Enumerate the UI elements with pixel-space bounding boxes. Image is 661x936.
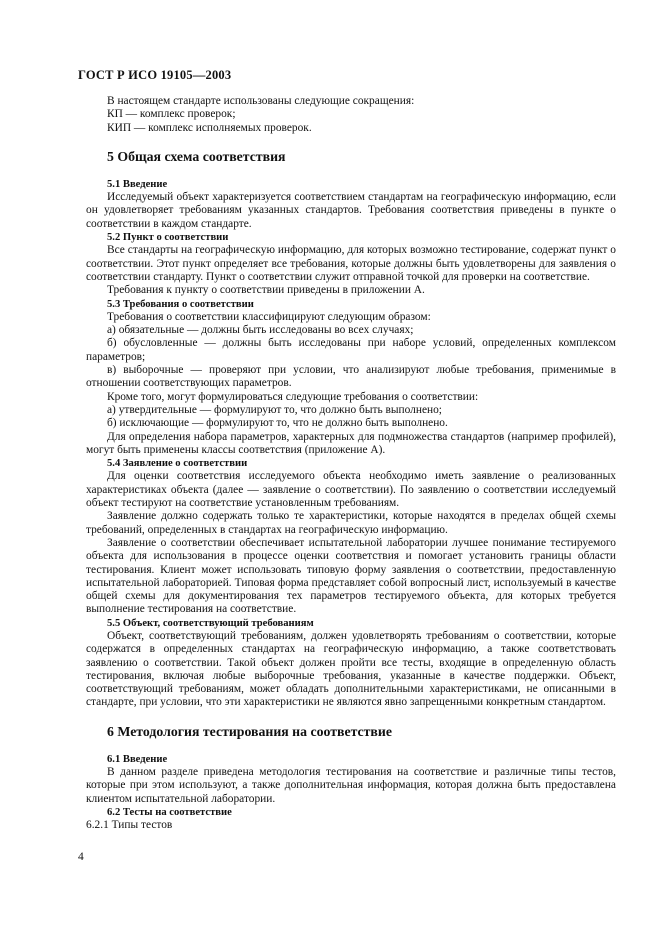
abbreviation-kp: КП — комплекс проверок; bbox=[107, 108, 236, 121]
section-5-1-title: 5.1 Введение bbox=[107, 178, 168, 190]
section-5-3-paragraph-2: Кроме того, могут формулироваться следующие требования о соответствии: bbox=[107, 390, 479, 403]
intro-lead: В настоящем стандарте использованы следующие сокращения: bbox=[107, 95, 415, 107]
document-header: ГОСТ Р ИСО 19105—2003 bbox=[78, 68, 232, 82]
section-6-title: 6 Методология тестирования на соответствие bbox=[107, 723, 392, 739]
section-5-4-paragraph-3: Заявление о соответствии обеспечивает испытательной лаборатории лучшее понимание тестируемого объекта для использования в процессе оценки соответствия и помогает установить границы области тестирования. Клиент может использовать типовую форму заявления о соответствии, предоставленную испытательной лабораторией. Типовая форма представляет собой вопросный лист, используемый в качестве общей схемы для документирования тех параметров тестируемого объекта, для которых требуется выполнение тестирования на соответствие. bbox=[86, 536, 616, 616]
section-5-5-paragraph: Объект, соответствующий требованиям, должен удовлетворять требованиям о соответствии, которые содержатся в определенных стандартах на географическую информацию, а также соответствовать заявлению о соответствии. Такой объект должен пройти все тесты, входящие в определенную область тестирования, включая любые выборочные требования, указанные в качестве поддержки. Объект, соответствующий требованиям, может обладать дополнительными характеристиками, не описанными в стандарте, при условии, что эти характеристики не являются явно запрещенными конкретным стандартом. bbox=[86, 629, 616, 709]
section-5-1-paragraph: Исследуемый объект характеризуется соответствием стандартам на географическую информацию, если он удовлетворяет требованиям указанных стандартов. Требования соответствия приведены в пункте о соответствии в каждом стандарте. bbox=[86, 191, 616, 230]
list-item-exclusive: б) исключающие — формулируют то, что не должно быть выполнено. bbox=[107, 417, 448, 430]
section-5-2-paragraph-1: Все стандарты на географическую информацию, для которых возможно тестирование, содержат пункт о соответствии. Этот пункт определяет все требования, которые должны быть удовлетворены для заявления о соответствии стандарту. Пункт о соответствии служит отправной точкой для проверки на соответствие. bbox=[86, 244, 616, 283]
document-body bbox=[86, 95, 616, 833]
list-item-mandatory: а) обязательные — должны быть исследованы во всех случаях; bbox=[107, 324, 414, 337]
section-5-2-title: 5.2 Пункт о соответствии bbox=[107, 232, 229, 244]
section-6-1-paragraph: В данном разделе приведена методология тестирования на соответствие и различные типы тестов, которые при этом используют, а также дополнительная информация, которая должна быть предоставлена клиентом испытательной лаборатории. bbox=[86, 766, 616, 805]
page-number: 4 bbox=[78, 851, 84, 863]
list-item-optional: в) выборочные — проверяют при условии, что анализируют любые требования, применимые в отношении соответствующих параметров. bbox=[86, 364, 616, 390]
abbreviation-kip: КИП — комплекс исполняемых проверок. bbox=[107, 121, 312, 134]
section-6-2-1-title: 6.2.1 Типы тестов bbox=[86, 819, 173, 832]
section-5-title: 5 Общая схема соответствия bbox=[107, 148, 286, 164]
section-5-3-paragraph-3: Для определения набора параметров, характерных для подмножества стандартов (например профилей), могут быть применены классы соответствия (приложение А). bbox=[86, 430, 616, 456]
section-5-2-paragraph-2: Требования к пункту о соответствии приведены в приложении А. bbox=[107, 284, 425, 297]
section-5-4-title: 5.4 Заявление о соответствии bbox=[107, 458, 248, 470]
section-5-3-paragraph-1: Требования о соответствии классифицируют следующим образом: bbox=[107, 310, 431, 323]
section-5-3-title: 5.3 Требования о соответствии bbox=[107, 298, 254, 310]
section-6-2-title: 6.2 Тесты на соответствие bbox=[107, 806, 232, 818]
section-5-5-title: 5.5 Объект, соответствующий требованиям bbox=[107, 617, 314, 629]
section-6-1-title: 6.1 Введение bbox=[107, 753, 168, 765]
list-item-conditional: б) обусловленные — должны быть исследованы при наборе условий, определенных комплексом параметров; bbox=[86, 337, 616, 363]
section-5-4-paragraph-1: Для оценки соответствия исследуемого объекта необходимо иметь заявление о реализованных характеристиках объекта (далее — заявление о соответствии). По заявлению о соответствии исследуемый объект тестируют на соответствие установленным требованиям. bbox=[86, 470, 616, 510]
section-5-4-paragraph-2: Заявление должно содержать только те характеристики, которые находятся в пределах общей схемы требований, определенных в стандартах на географическую информацию. bbox=[86, 510, 616, 536]
list-item-affirmative: а) утвердительные — формулируют то, что должно быть выполнено; bbox=[107, 403, 442, 416]
